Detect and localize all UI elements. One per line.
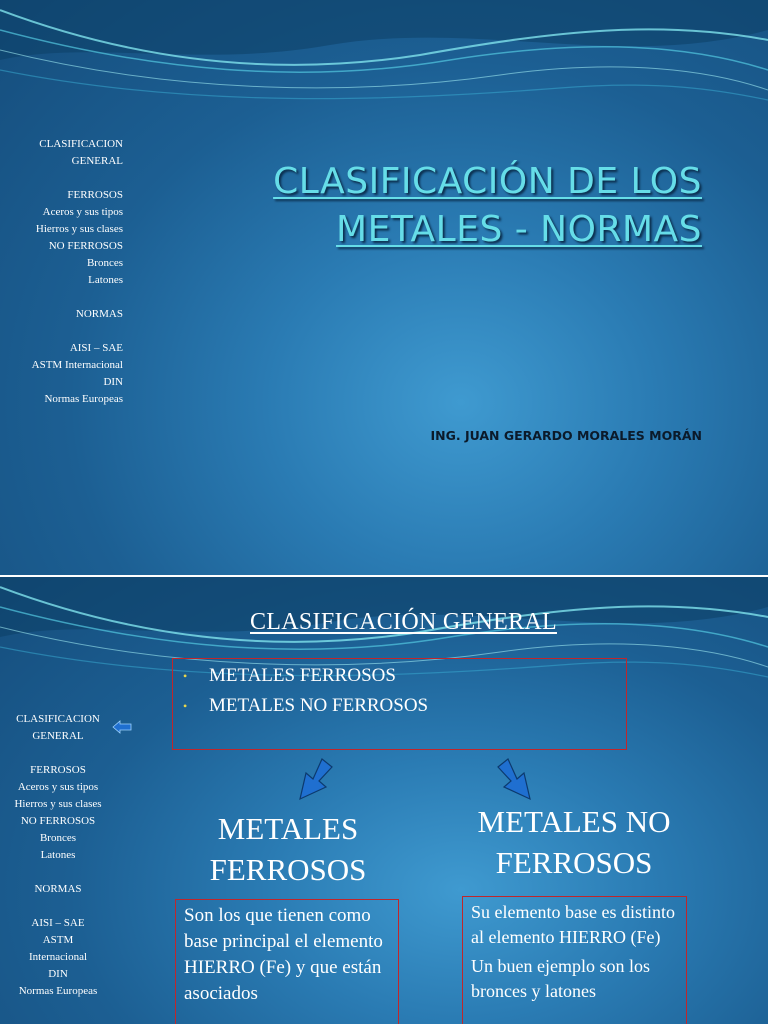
nav-spacer — [0, 864, 116, 881]
bullet-list-box — [172, 658, 627, 750]
ferrous-description: Son los que tienen como base principal el elemento HIERRO (Fe) y que están asociados — [184, 905, 383, 1004]
current-section-arrow-icon — [112, 720, 132, 734]
nav-spacer — [0, 170, 123, 187]
down-arrow-icon — [494, 757, 538, 803]
nav-item[interactable]: Hierros y sus clases — [35, 223, 123, 235]
nav-item[interactable]: NORMAS — [75, 308, 123, 320]
ferrous-description-box — [175, 899, 399, 1024]
slide-2 — [0, 577, 768, 1024]
nav-item[interactable]: Hierros y sus clases — [14, 798, 102, 810]
non-ferrous-heading — [456, 801, 692, 883]
nav-item[interactable]: Internacional — [28, 951, 88, 963]
bullet-dot-icon: • — [183, 669, 188, 683]
nav-item[interactable]: ASTM Internacional — [31, 359, 123, 371]
ferrous-heading — [178, 808, 398, 890]
nav-item[interactable]: Bronces — [86, 257, 123, 269]
nav-spacer — [0, 289, 123, 306]
nav-item[interactable]: FERROSOS — [67, 189, 123, 201]
non-ferrous-example: Un buen ejemplo son los bronces y latones — [471, 956, 650, 1001]
slide-navigation — [0, 711, 116, 1000]
heading-line: FERROSOS — [495, 845, 653, 880]
heading-line: METALES NO — [477, 804, 671, 839]
nav-item[interactable]: DIN — [48, 968, 68, 980]
non-ferrous-description: Su elemento base es distinto al elemento HIERRO (Fe) — [471, 902, 675, 947]
bullet-text: METALES NO FERROSOS — [209, 695, 429, 716]
nav-item[interactable]: Normas Europeas — [18, 985, 98, 997]
nav-item[interactable]: Aceros y sus tipos — [42, 206, 123, 218]
nav-item[interactable]: CLASIFICACION — [16, 713, 100, 725]
bullet-dot-icon: • — [183, 699, 188, 713]
nav-spacer — [0, 898, 116, 915]
bullet-text: METALES FERROSOS — [209, 665, 396, 686]
nav-item[interactable]: Latones — [40, 849, 76, 861]
bullet-item — [173, 691, 626, 721]
nav-spacer — [0, 745, 116, 762]
nav-item[interactable]: Bronces — [39, 832, 77, 844]
nav-spacer — [0, 323, 123, 340]
slide-navigation — [0, 136, 123, 408]
nav-item[interactable]: DIN — [103, 376, 123, 388]
nav-item[interactable]: CLASIFICACION — [39, 138, 123, 150]
down-arrow-icon — [292, 757, 336, 803]
non-ferrous-description-box — [462, 896, 687, 1024]
author-name: ING. JUAN GERARDO MORALES MORÁN — [430, 428, 702, 443]
heading-line: FERROSOS — [209, 852, 367, 887]
nav-item[interactable]: GENERAL — [71, 155, 123, 167]
presentation-title — [182, 158, 702, 254]
nav-item[interactable]: Aceros y sus tipos — [17, 781, 99, 793]
bullet-item — [173, 661, 626, 691]
nav-item[interactable]: ASTM — [42, 934, 74, 946]
nav-item[interactable]: AISI – SAE — [69, 342, 123, 354]
heading-line: METALES — [217, 811, 359, 846]
wave-decoration — [0, 0, 768, 110]
nav-item[interactable]: NO FERROSOS — [48, 240, 123, 252]
nav-item[interactable]: FERROSOS — [30, 764, 86, 776]
nav-item[interactable]: Normas Europeas — [44, 393, 123, 405]
nav-item[interactable]: GENERAL — [32, 730, 84, 742]
nav-item[interactable]: Latones — [88, 274, 123, 286]
title-line: CLASIFICACIÓN DE LOS — [273, 161, 702, 202]
nav-item[interactable]: NORMAS — [34, 883, 82, 895]
slide-title: CLASIFICACIÓN GENERAL — [250, 609, 557, 635]
title-line: METALES - NORMAS — [336, 209, 702, 250]
nav-item[interactable]: AISI – SAE — [31, 917, 85, 929]
nav-item[interactable]: NO FERROSOS — [20, 815, 96, 827]
